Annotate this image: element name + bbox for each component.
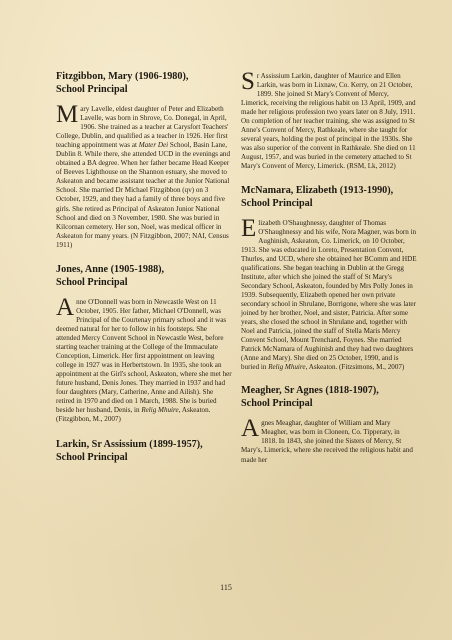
entry-body: Mary Lavelle, eldest daughter of Peter and Elizabeth Lavelle, was born in Shrove, Co. Donegal, in April, 1906. She trained as a teacher at Carysfort Teachers' College, Dublin, and qualified as a teacher in 1926. Her first teaching appointment was at Mater Dei School, Basin Lane, Dublin 8. While there, she attended UCD in the evenings and obtained a BA degree. When her father became Head Keeper of Beeves Lighthouse on the Shannon estuary, she moved to Askeaton and became assistant teacher at the Junior National School. She married Dr Michael Fitzgibbon (qv) on 3 October, 1929, and they had a family of three boys and five girls. She retired as Principal of Askeaton Junior National School and died on 3 November, 1980. She was buried in Kilcornan cemetery. Her son, Noel, was medical officer in Askeaton for many years. (N Fitzgibbon, 2007; NAI, Census 1911) — [56, 101, 231, 249]
drop-cap: S — [241, 68, 255, 95]
entry-name: Fitzgibbon, Mary (1906-1980), — [56, 71, 189, 82]
entry-mcnamara — [241, 184, 417, 373]
page-number: 115 — [220, 583, 232, 592]
entry-role: School Principal — [56, 452, 128, 464]
entry-title — [241, 384, 417, 410]
entry-name: McNamara, Elizabeth (1913-1990), — [241, 184, 394, 196]
entry-larkin-body — [241, 68, 417, 172]
entry-role: School Principal — [56, 276, 128, 288]
entry-role: School Principal — [241, 398, 313, 410]
drop-cap: A — [241, 415, 260, 443]
entry-name: Jones, Anne (1905-1988), — [56, 263, 165, 275]
entry-name: Larkin, Sr Assissium (1899-1957), — [56, 439, 203, 451]
entry-title — [56, 263, 232, 289]
drop-cap: M — [56, 101, 79, 128]
entry-body: Agnes Meaghar, daughter of William and Mary Meagher, was born in Cloneen, Co. Tipperary, in 1818. In 1843, she joined the Sisters of Mercy, St Mary's, Limerick, where she received the religious habit and made her — [241, 415, 413, 464]
entry-fitzgibbon — [56, 70, 232, 250]
entry-larkin-title — [56, 438, 232, 464]
entry-title — [56, 70, 232, 96]
entry-title — [56, 438, 232, 464]
entry-meagher — [241, 384, 417, 464]
left-column — [56, 70, 232, 474]
entry-body: Elizabeth O'Shaughnessy, daughter of Thomas O'Shaughnessy and his wife, Nora Magner, was born in Aughinish, Askeaton, Co. Limerick, on 10 October, 1913. She was educated in Loreto, Presentation Convent, Thurles, and UCD, where she obtained her BComm and HDE qualifications. She began teaching in Dublin at the Gregg Institute, after which she joined the staff of St Mary's Secondary School, Askeaton, founded by Mrs Polly Jones in 1939. Subsequently, Elizabeth opened her own private secondary school in Shrulane, Borrigone, where she was later joined by her brother, Noel, and sister, Patricia. After some years, she closed the school in Shrulane and, together with Noel and Patricia, joined the staff of Stella Maris Mercy Convent School, Mount Trenchard, Foynes. She married Patrick McNamara of Aughinish and they had two daughters (Anne and Mary). She died on 25 October, 1990, and is buried in Relig Mhuire, Askeaton. (Fitzsimons, M., 2007) — [241, 214, 417, 372]
entry-name: Meagher, Sr Agnes (1818-1907), — [241, 385, 379, 397]
entry-body: Sr Assissium Larkin, daughter of Maurice and Ellen Larkin, was born in Lixnaw, Co. Kerry, on 21 October, 1899. She joined St Mary's Convent of Mercy, Limerick, receiving the religious habit on 13 April, 1909, and made her religious profession two years later on 8 July, 1911. On completion of her teacher training, she was assigned to St Anne's Convent of Mercy, Rathkeale, where she taught for several years, holding the post of principal in the 1930s. She was also superior of the convent in Rathkeale. She died on 11 August, 1957, and was buried in the cemetery attached to St Mary's Convent of Mercy, Limerick. (RSM, Lk, 2012) — [241, 68, 416, 171]
entry-role: School Principal — [56, 84, 128, 95]
drop-cap: A — [56, 293, 75, 321]
entry-body: Anne O'Donnell was born in Newcastle West on 11 October, 1905. Her father, Michael O'Donnell, was Principal of the Courtenay primary school and it was deemed natural for her to follow in his footsteps. She attended Mercy Convent School in Newcastle West, before starting teacher training at the College of the Immaculate Conception, Limerick. Her first appointment on leaving college in 1927 was in Herbertstown. In 1935, she took an appointment at the Girl's school, Askeaton, where she met her future husband, Denis Jones. They married in 1937 and had four daughters (Mary, Catherine, Anne and Ailish). She retired in 1970 and died on 1 March, 1988. She is buried beside her husband, Denis, in Relig Mhuire, Askeaton. (Fitzgibbon, M., 2007) — [56, 293, 232, 424]
entry-title — [241, 184, 417, 210]
entry-jones — [56, 263, 232, 425]
right-column — [241, 68, 417, 475]
entry-role: School Principal — [241, 197, 313, 209]
drop-cap: E — [241, 214, 257, 242]
